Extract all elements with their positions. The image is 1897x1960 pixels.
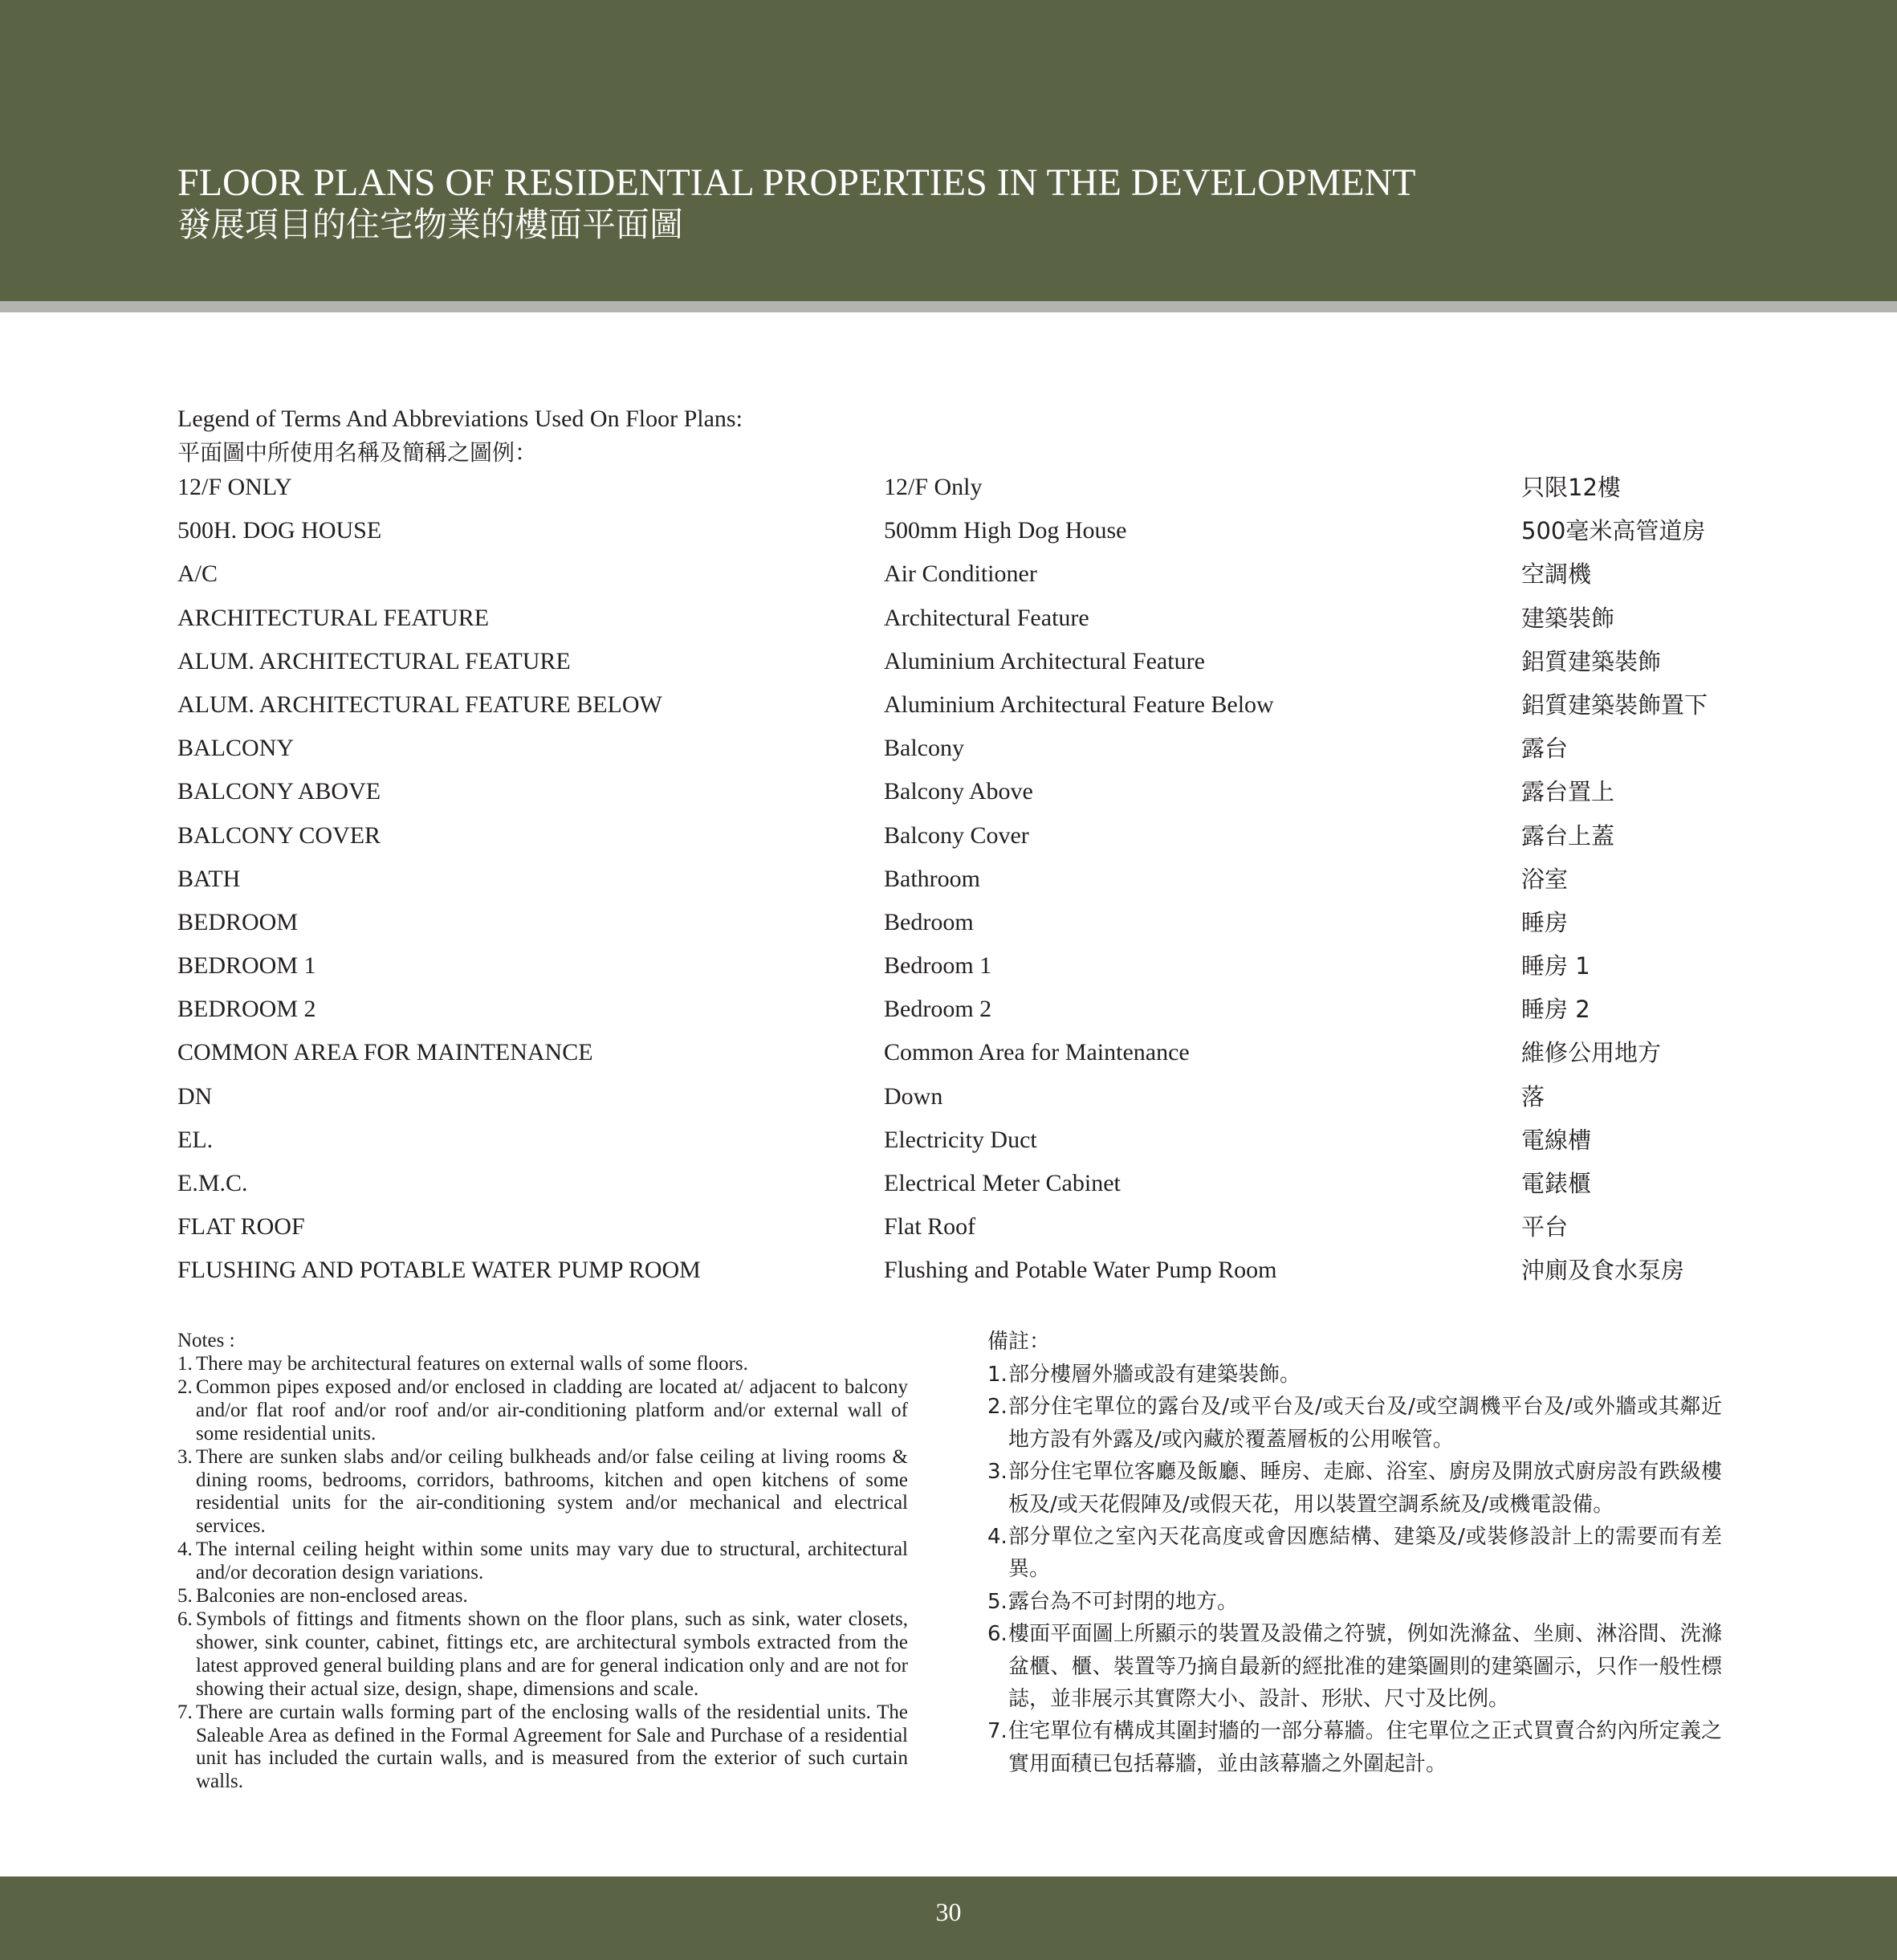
legend-row <box>177 1162 1783 1205</box>
legend-chinese: 維修公用地方 <box>1521 1039 1662 1067</box>
legend-chinese: 露台上蓋 <box>1521 821 1615 850</box>
note-item-zh <box>987 1391 1722 1456</box>
legend-code: ARCHITECTURAL FEATURE <box>177 604 490 631</box>
legend-row <box>177 1119 1783 1162</box>
legend-row <box>177 770 1783 813</box>
legend-code: DN <box>177 1082 213 1110</box>
legend-english: Flat Roof <box>884 1213 976 1241</box>
note-number: 3. <box>987 1460 1008 1485</box>
note-number: 1. <box>987 1363 1008 1387</box>
legend-chinese: 平台 <box>1521 1213 1569 1241</box>
legend-code: 500H. DOG HOUSE <box>177 517 382 544</box>
legend-english: Bathroom <box>884 865 980 892</box>
legend-chinese: 睡房 2 <box>1521 996 1590 1024</box>
notes-chinese <box>987 1325 1722 1780</box>
legend-row <box>177 858 1783 901</box>
note-item-zh <box>987 1359 1722 1391</box>
note-item-en <box>177 1376 908 1446</box>
legend-row <box>177 597 1783 640</box>
legend-code: COMMON AREA FOR MAINTENANCE <box>177 1039 593 1066</box>
legend-english: Balcony Cover <box>884 821 1029 849</box>
note-number: 7. <box>987 1719 1008 1744</box>
page-title-en: FLOOR PLANS OF RESIDENTIAL PROPERTIES IN THE DEVELOPMENT <box>177 161 1416 204</box>
legend-row <box>177 683 1783 727</box>
legend-chinese: 電線槽 <box>1521 1126 1592 1154</box>
legend-code: FLUSHING AND POTABLE WATER PUMP ROOM <box>177 1257 701 1284</box>
note-item-en <box>177 1701 908 1795</box>
legend-chinese: 鋁質建築裝飾 <box>1521 647 1662 675</box>
legend-english: Common Area for Maintenance <box>884 1039 1190 1066</box>
legend-code: BALCONY ABOVE <box>177 778 381 805</box>
note-item-en <box>177 1608 908 1701</box>
note-item-zh <box>987 1456 1722 1521</box>
legend-code: BATH <box>177 865 241 892</box>
note-number: 6. <box>987 1622 1008 1647</box>
note-text: 部分單位之室內天花高度或會因應結構、建築及/或裝修設計上的需要而有差異。 <box>1008 1525 1722 1582</box>
note-text: Symbols of fittings and fitments shown on the floor plans, such as sink, water closets, shower, sink counter, cabinet, fittings etc, are architectural symbols extracted from the latest approved general building plans and are for general indication only and are not for showing their actual size, design, shape, dimensions and scale. <box>196 1608 908 1700</box>
legend-row <box>177 1205 1783 1249</box>
legend-table <box>177 466 1783 1293</box>
legend-english: Air Conditioner <box>884 560 1037 588</box>
legend-english: Architectural Feature <box>884 604 1089 631</box>
note-number: 1. <box>177 1353 193 1375</box>
note-text: There are sunken slabs and/or ceiling bulkheads and/or false ceiling at living rooms & dining rooms, bedrooms, corridors, bathrooms, kitchen and open kitchens of some residential units for the air-conditioning system and/or mechanical and electrical services. <box>196 1445 908 1538</box>
notes-zh-list <box>987 1359 1722 1780</box>
legend-title-en: Legend of Terms And Abbreviations Used On Floor Plans: <box>177 405 743 432</box>
note-item-zh <box>987 1521 1722 1586</box>
note-item-zh <box>987 1715 1722 1780</box>
note-text: The internal ceiling height within some units may vary due to structural, architectural and/or decoration design variations. <box>196 1538 908 1584</box>
legend-row <box>177 640 1783 683</box>
notes-title-en: Notes : <box>177 1330 235 1351</box>
note-item-en <box>177 1585 908 1608</box>
note-text: Common pipes exposed and/or enclosed in cladding are located at/ adjacent to balcony and/or flat roof and/or roof and/or air-conditioning platform and/or external wall of some residential units. <box>196 1375 908 1445</box>
note-item-zh <box>987 1618 1722 1715</box>
note-text: 部分住宅單位的露台及/或平台及/或天台及/或空調機平台及/或外牆或其鄰近地方設有外露及/或內藏於覆蓋層板的公用喉管。 <box>1008 1395 1722 1452</box>
legend-chinese: 露台置上 <box>1521 778 1615 806</box>
notes-title-zh: 備註： <box>987 1330 1051 1354</box>
note-text: 住宅單位有構成其圍封牆的一部分幕牆。住宅單位之正式買賣合約內所定義之實用面積已包括幕牆，並由該幕牆之外圍起計。 <box>1008 1719 1722 1776</box>
legend-row <box>177 814 1783 858</box>
legend-english: Bedroom 1 <box>884 952 992 980</box>
header-divider <box>0 301 1897 312</box>
legend-chinese: 電錶櫃 <box>1521 1170 1592 1197</box>
note-number: 5. <box>987 1589 1008 1614</box>
note-item-en <box>177 1353 908 1376</box>
legend-row <box>177 1075 1783 1119</box>
legend-english: Balcony Above <box>884 778 1033 805</box>
note-text: 部分住宅單位客廳及飯廳、睡房、走廊、浴室、廚房及開放式廚房設有跌級樓板及/或天花假陣及/或假天花，用以裝置空調系統及/或機電設備。 <box>1008 1460 1722 1517</box>
note-number: 7. <box>177 1701 193 1723</box>
page-title-zh: 發展項目的住宅物業的樓面平面圖 <box>177 205 684 244</box>
note-text: There are curtain walls forming part of the enclosing walls of the residential units. The Saleable Area as defined in the Formal Agreement for Sale and Purchase of a residential unit has included the curtain walls, and is measured from the exterior of such curtain walls. <box>196 1701 908 1793</box>
note-number: 6. <box>177 1608 193 1630</box>
legend-chinese: 浴室 <box>1521 865 1569 893</box>
legend-row <box>177 944 1783 988</box>
legend-english: Aluminium Architectural Feature <box>884 647 1205 674</box>
legend-chinese: 落 <box>1521 1082 1545 1110</box>
notes-english <box>177 1329 908 1794</box>
note-text: 部分樓層外牆或設有建築裝飾。 <box>1008 1363 1301 1387</box>
legend-row <box>177 466 1783 509</box>
note-number: 5. <box>177 1585 193 1608</box>
legend-row <box>177 509 1783 552</box>
legend-code: 12/F ONLY <box>177 474 292 500</box>
legend-chinese: 只限12樓 <box>1521 474 1621 501</box>
legend-code: A/C <box>177 560 218 588</box>
note-item-en <box>177 1538 908 1585</box>
legend-title-zh: 平面圖中所使用名稱及簡稱之圖例： <box>177 439 538 466</box>
header-band <box>0 0 1897 301</box>
legend-code: ALUM. ARCHITECTURAL FEATURE <box>177 647 571 674</box>
legend-chinese: 500毫米高管道房 <box>1521 517 1706 545</box>
legend-english: Bedroom 2 <box>884 996 992 1023</box>
page-number: 30 <box>935 1897 962 1926</box>
legend-row <box>177 552 1783 596</box>
legend-code: BEDROOM 2 <box>177 996 316 1023</box>
note-number: 3. <box>177 1445 193 1468</box>
legend-chinese: 睡房 <box>1521 908 1569 936</box>
legend-code: BALCONY <box>177 735 295 762</box>
legend-chinese: 空調機 <box>1521 560 1592 589</box>
legend-row <box>177 727 1783 770</box>
note-text: 露台為不可封閉的地方。 <box>1008 1589 1239 1614</box>
note-item-zh <box>987 1586 1722 1618</box>
legend-heading <box>177 401 743 469</box>
legend-chinese: 建築裝飾 <box>1521 604 1615 632</box>
note-number: 4. <box>987 1525 1008 1550</box>
legend-english: Aluminium Architectural Feature Below <box>884 691 1274 718</box>
legend-english: Flushing and Potable Water Pump Room <box>884 1257 1277 1284</box>
legend-row <box>177 1031 1783 1074</box>
legend-english: Bedroom <box>884 908 974 935</box>
legend-chinese: 沖廁及食水泵房 <box>1521 1257 1685 1285</box>
legend-english: Electrical Meter Cabinet <box>884 1170 1121 1196</box>
note-text: 樓面平面圖上所顯示的裝置及設備之符號，例如洗滌盆、坐廁、淋浴間、洗滌盆櫃、櫃、裝置等乃摘自最新的經批准的建築圖則的建築圖示，只作一般性標誌，並非展示其實際大小、設計、形狀、尺寸及比例。 <box>1008 1622 1722 1712</box>
legend-chinese: 睡房 1 <box>1521 952 1590 980</box>
legend-english: Down <box>884 1082 943 1110</box>
legend-code: BEDROOM <box>177 908 299 935</box>
legend-code: ALUM. ARCHITECTURAL FEATURE BELOW <box>177 691 662 718</box>
legend-english: Electricity Duct <box>884 1126 1037 1153</box>
legend-english: 12/F Only <box>884 474 983 500</box>
legend-chinese: 露台 <box>1521 735 1569 763</box>
note-number: 2. <box>987 1395 1008 1420</box>
legend-row <box>177 901 1783 944</box>
legend-code: BEDROOM 1 <box>177 952 316 980</box>
note-number: 2. <box>177 1375 193 1398</box>
note-item-en <box>177 1446 908 1539</box>
legend-code: EL. <box>177 1126 214 1153</box>
legend-english: 500mm High Dog House <box>884 517 1127 544</box>
legend-code: BALCONY COVER <box>177 821 381 849</box>
note-text: There may be architectural features on external walls of some floors. <box>196 1353 748 1375</box>
legend-row <box>177 988 1783 1031</box>
notes-en-list <box>177 1353 908 1794</box>
legend-chinese: 鋁質建築裝飾置下 <box>1521 691 1708 719</box>
legend-code: E.M.C. <box>177 1170 248 1196</box>
note-text: Balconies are non-enclosed areas. <box>196 1585 468 1608</box>
legend-english: Balcony <box>884 735 964 762</box>
legend-code: FLAT ROOF <box>177 1213 305 1241</box>
legend-row <box>177 1249 1783 1292</box>
note-number: 4. <box>177 1538 193 1561</box>
